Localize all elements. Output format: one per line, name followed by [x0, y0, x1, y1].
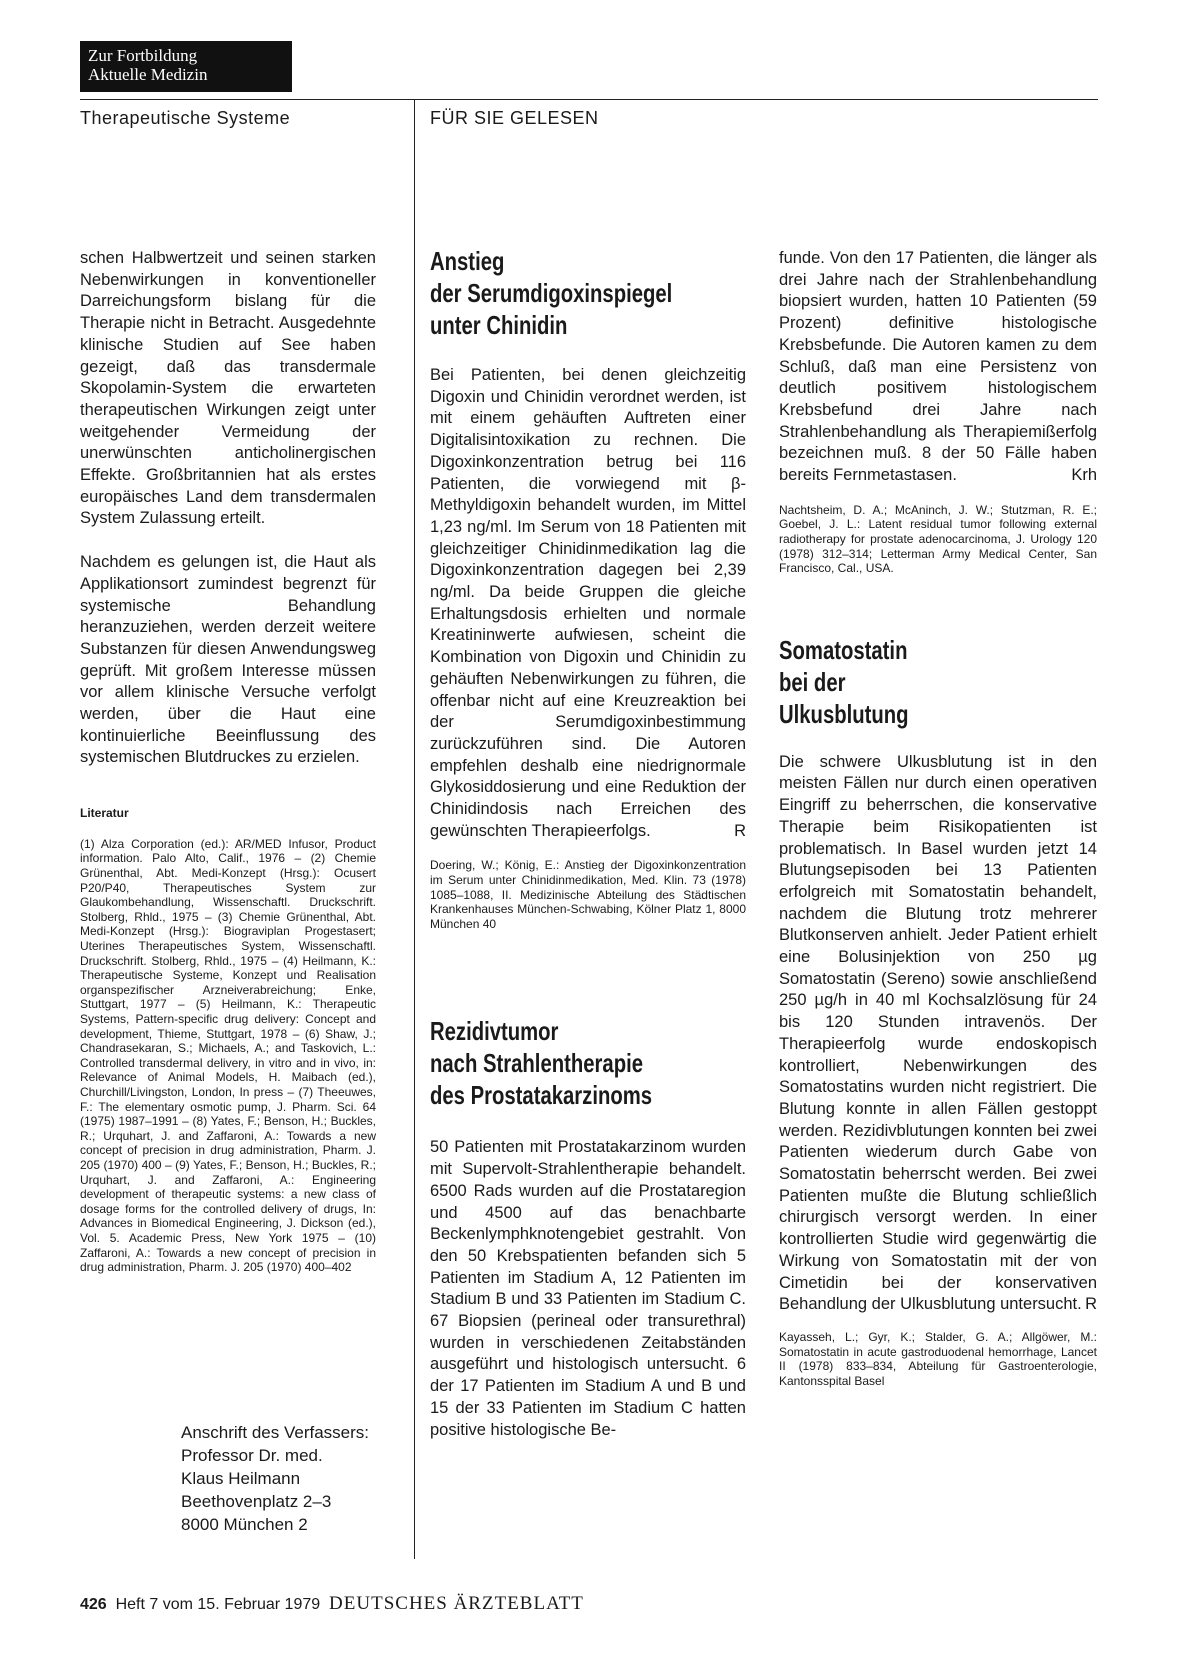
col1-paragraph-1: schen Halbwertzeit und seinen starken Nebenwirkungen in konventioneller Darreichungsform bislang für die Therapie nicht in Betracht. Ausgedehnte klinische Studien auf See haben gezeigt, daß das transdermale Skopolamin-System die erwarteten therapeutischen Wirkungen zeigt unter weitgehender Vermeidung der unerwünschten anticholinergischen Effekte. Großbritannien hat als erstes europäisches Land dem transdermalen System Zulassung erteilt. — [80, 249, 376, 528]
article-3-body: Die schwere Ulkusblutung ist in den meisten Fällen nur durch einen operativen Eingriff zu beherrschen, die konservative Therapie beim Risikopatienten ist problematisch. In Basel wurden jetzt 14 Blutungsepisoden bei 13 Patienten erfolgreich mit Somatostatin behandelt, nachdem die Blutung trotz mehrerer Blutkonserven anhielt. Jeder Patient erhielt eine Bolusinjektion von 250 µg Somatostatin (Sereno) sowie anschließend 250 µg/h in 40 ml Kochsalzlösung für 24 bis 120 Stunden intravenös. Der Therapieerfolg wurde endoskopisch kontrolliert, Nebenwirkungen des Somatostatins wurden nicht registriert. Die Blutung konnte in allen Fällen gestoppt werden. Rezidivblutungen konnten bei zwei Patienten wiederum durch Gabe von Somatostatin beherrscht werden. Bei zwei Patienten mußte die Blutung schließlich chirurgisch versorgt werden. In einer kontrollierten Studie wird gegenwärtig die Wirkung von Somatostatin mit der von Cimetidin bei der konservativen Behandlung der Ulkusblutung untersucht. — [779, 752, 1097, 1314]
address-line: Klaus Heilmann — [181, 1469, 301, 1488]
address-line: 8000 München 2 — [181, 1515, 308, 1534]
column-2 — [430, 245, 746, 1441]
article-3-sign: R — [1085, 1295, 1097, 1314]
title-line: Rezidivtumor — [430, 1016, 559, 1047]
article-3-reference: Kayasseh, L.; Gyr, K.; Stalder, G. A.; Allgöwer, M.: Somatostatin in acute gastroduodenal hemorrhage, Lancet II (1978) 833–834, Abteilung für Gastroenterologie, Kantonsspital Basel — [779, 1330, 1097, 1388]
issue-info: Heft 7 vom 15. Februar 1979 — [115, 1596, 321, 1613]
literature-heading: Literatur — [80, 806, 129, 821]
column-1 — [80, 248, 376, 1275]
section-line-2: Aktuelle Medizin — [88, 65, 208, 84]
col1-paragraph-2: Nachdem es gelungen ist, die Haut als Applikationsort zumindest begrenzt für systemische Behandlung heranzuziehen, werden derzeit weitere Substanzen für diesen Anwendungsweg geprüft. Mit großem Interesse müssen vor allem klinische Versuche verfolgt werden, über die Haut eine kontinuierliche Beeinflussung des systemischen Blutdruckes zu erzielen. — [80, 553, 376, 767]
title-line: Anstieg — [430, 246, 505, 276]
page-footer — [80, 1593, 584, 1615]
title-line: Somatostatin — [779, 634, 908, 665]
title-line: der Serumdigoxinspiegel — [430, 278, 673, 308]
article-1-reference: Doering, W.; König, E.: Anstieg der Digoxinkonzentration im Serum unter Chinidinmedikation, Med. Klin. 73 (1978) 1085–1088, II. Medizinische Abteilung des Städtischen Krankenhauses München-Schwabing, Kölner Platz 1, 8000 München 40 — [430, 858, 746, 931]
section-line-1: Zur Fortbildung — [88, 46, 198, 65]
address-line: Beethovenplatz 2–3 — [181, 1492, 332, 1511]
article-1-title — [430, 245, 726, 341]
title-line: des Prostatakarzinoms — [430, 1080, 653, 1111]
article-2-continued: funde. Von den 17 Patienten, die länger als drei Jahre nach der Strahlenbehandlung biopsiert wurden, hatten 10 Patienten (59 Prozent) definitive histologische Krebsbefunde. Die Autoren kamen zu dem Schluß, daß man eine Persistenz von deutlich positivem histologischem Krebsbefund drei Jahre nach Strahlenbehandlung als Therapiemißerfolg bezeichnen muß. 8 der 50 Fälle haben bereits Fernmetastasen. — [779, 249, 1097, 485]
column-3 — [779, 248, 1097, 1388]
article-2-body: 50 Patienten mit Prostatakarzinom wurden mit Supervolt-Strahlentherapie behandelt. 6500 Rads wurden auf die Prostataregion und 4500 auf das benachbarte Beckenlymphknotengebiet gestrahlt. Von den 50 Krebspatienten befanden sich 5 Patienten im Stadium A, 12 Patienten im Stadium B und 33 Patienten im Stadium C. 67 Biopsien (perineal oder transurethral) wurden in verschiedenen Zeitabständen ausgeführt und histologisch untersucht. 6 der 17 Patienten im Stadium A und B und 15 der 33 Patienten im Stadium C hatten positive histologische Be- — [430, 1138, 746, 1439]
section-badge — [80, 41, 292, 92]
title-line: Ulkusblutung — [779, 698, 909, 729]
top-rule — [80, 99, 1098, 100]
page-number: 426 — [80, 1596, 107, 1613]
title-line: unter Chinidin — [430, 310, 568, 340]
title-line: nach Strahlentherapie — [430, 1048, 644, 1079]
header-right: FÜR SIE GELESEN — [430, 108, 599, 128]
literature-list: (1) Alza Corporation (ed.): AR/MED Infusor, Product information. Palo Alto, Calif., 1976 – (2) Chemie Grünenthal, Abt. Medi-Konzept (Hrsg.): Ocusert P20/P40, Therapeutisches System zur Glaukombehandlung, Wissenschaftl. Druckschrift. Stolberg, Rhld., 1975 – (3) Chemie Grünenthal, Abt. Medi-Konzept (Hrsg.): Biograviplan Progestasert; Uterines Therapeutisches System, Wissenschaftl. Druckschrift. Stolberg, Rhld., 1975 – (4) Heilmann, K.: Therapeutische Systeme, Konzept und Realisation organspezifischer Arzneiverabreichung; Enke, Stuttgart, 1977 – (5) Heilmann, K.: Therapeutic Systems, Pattern-specific drug delivery: Concept and development, Thieme, Stuttgart, 1978 – (6) Shaw, J.; Chandrasekaran, S.; Michaels, A.; and Taskovich, L.: Controlled transdermal delivery, in vitro and in vivo, in: Relevance of Animal Models, H. Maibach (ed.), Churchill/Livingston, London, In press – (7) Theeuwes, F.: The elementary osmotic pump, J. Pharm. Sci. 64 (1975) 1987–1991 – (8) Yates, F.; Benson, H.; Buckles, R.; Urquhart, J. and Zaffaroni, A.: Towards a new concept of precision in drug administration, Pharm. J. 205 (1970) 400 – (9) Yates, F.; Benson, H.; Buckles, R.; Urquhart, J. and Zaffaroni, A.: Engineering development of therapeutic systems: a new class of dosage forms for the controlled delivery of drugs, In: Advances in Biomedical Engineering, J. Dickson (ed.), Vol. 5. Academic Press, New York 1975 – (10) Zaffaroni, A.: Towards a new concept of precision in drug administration, Pharm. J. 205 (1970) 400–402 — [80, 836, 376, 1275]
article-1-body: Bei Patienten, bei denen gleichzeitig Digoxin und Chinidin verordnet werden, ist mit einem gehäuften Auftreten einer Digitalisintoxikation zu rechnen. Die Digoxinkonzentration betrug bei 116 Patienten, die vorwiegend mit β-Methyldigoxin behandelt wurden, im Mittel 1,23 ng/ml. Im Serum von 18 Patienten mit gleichzeitiger Chinidinmedikation lag die Digoxinkonzentration dagegen bei 2,39 ng/ml. Da beide Gruppen die gleiche Erhaltungsdosis erhielten und normale Kreatininwerte aufwiesen, scheint die Kombination von Digoxin und Chinidin zu gehäuften Nebenwirkungen zu führen, die offenbar nicht auf eine Kreuzreaktion bei der Serumdigoxinbestimmung zurückzuführen sind. Die Autoren empfehlen deshalb eine niedrignormale Glykosiddosierung und eine Reduktion der Chinidindosis nach Erreichen des gewünschten Therapieerfolgs. — [430, 366, 746, 840]
column-divider — [414, 99, 415, 1559]
title-line: bei der — [779, 666, 846, 697]
header-left: Therapeutische Systeme — [80, 108, 291, 128]
article-1-sign: R — [734, 821, 746, 840]
article-2-title — [430, 1015, 726, 1111]
address-line: Professor Dr. med. — [181, 1446, 323, 1465]
address-line: Anschrift des Verfassers: — [181, 1423, 370, 1442]
author-address — [181, 1421, 369, 1536]
article-2-sign: Krh — [1071, 466, 1097, 485]
article-3-title — [779, 634, 1075, 730]
article-2-reference: Nachtsheim, D. A.; McAninch, J. W.; Stutzman, R. E.; Goebel, J. L.: Latent residual tumor following external radiotherapy for prostate adenocarcinoma, J. Urology 120 (1978) 312–314; Letterman Army Medical Center, San Francisco, Cal., USA. — [779, 502, 1097, 576]
magazine-name: DEUTSCHES ÄRZTEBLATT — [329, 1593, 584, 1614]
